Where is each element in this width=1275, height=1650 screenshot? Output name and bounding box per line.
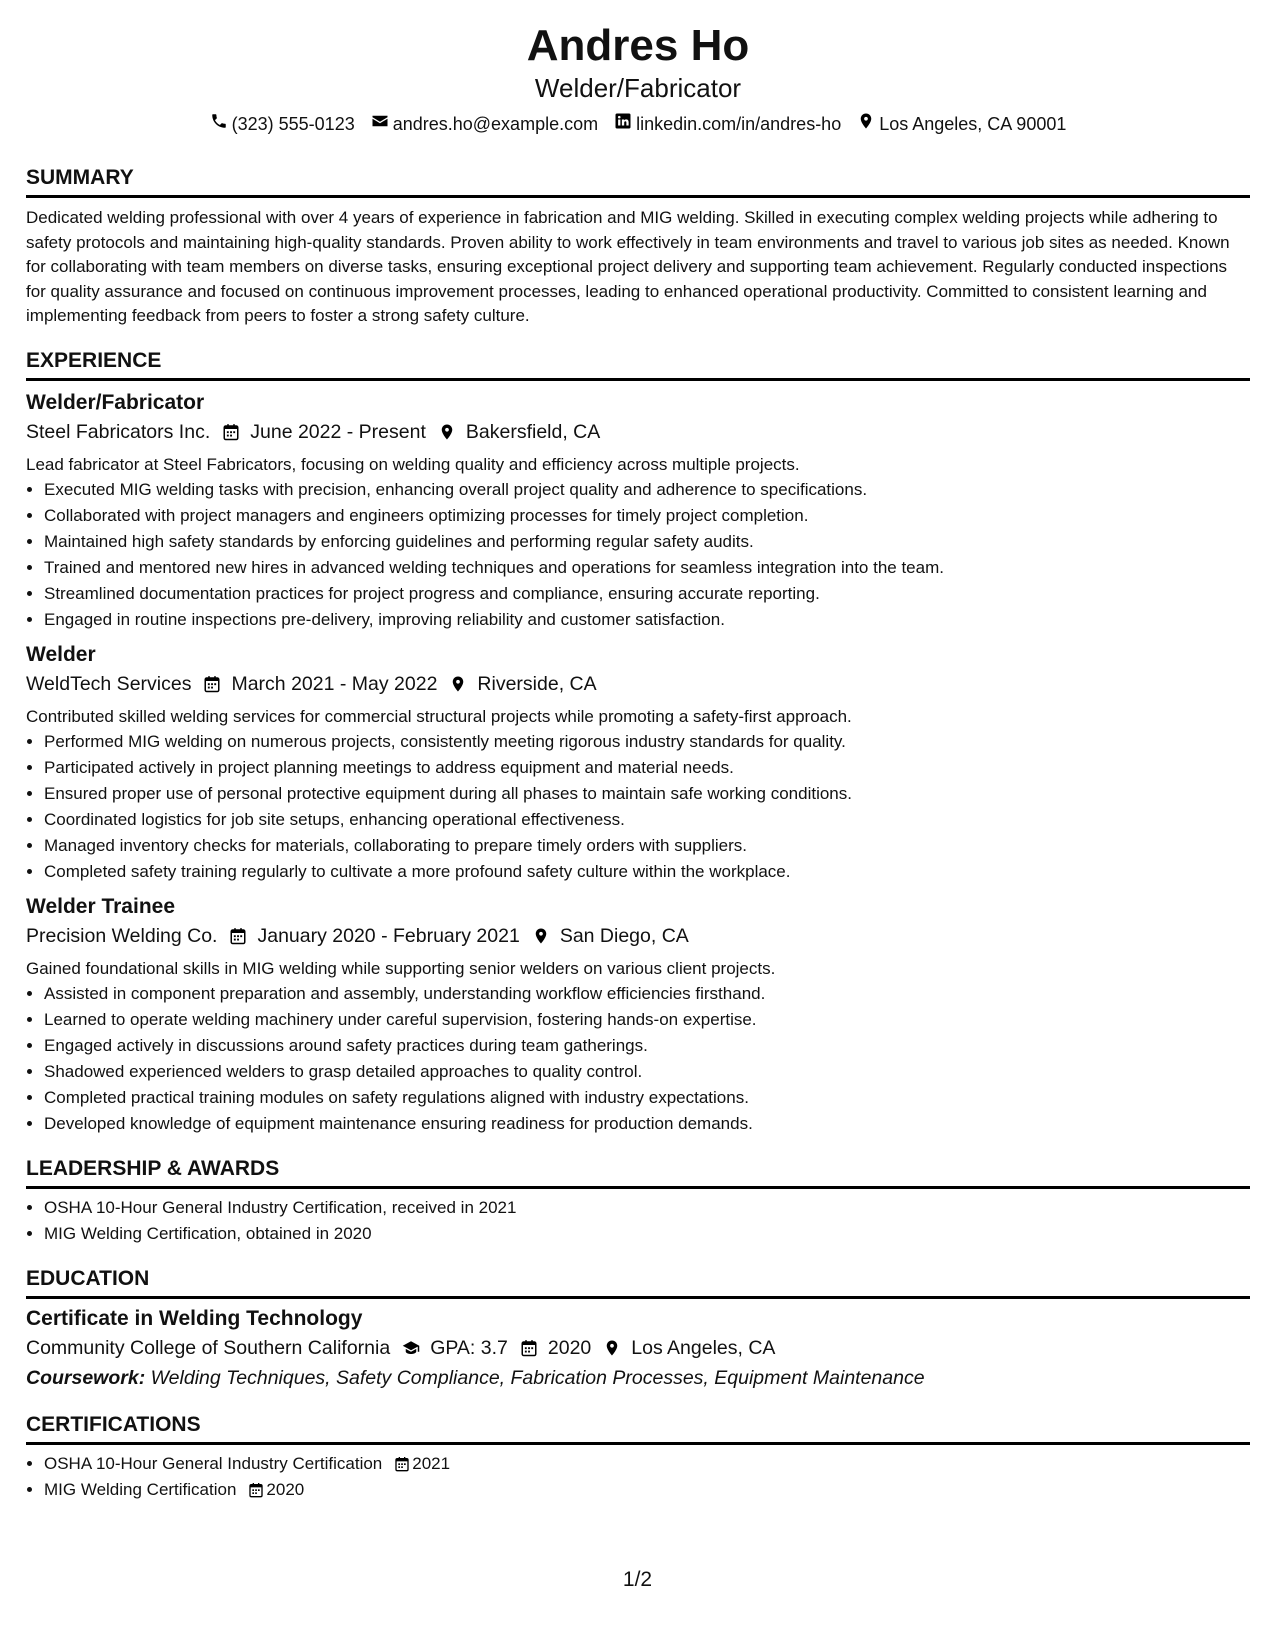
list-item: • Assisted in component preparation and assembly, understanding workflow efficiencies firsthand. bbox=[44, 981, 1250, 1007]
job-bullets bbox=[26, 981, 1250, 1137]
list-item: • Engaged actively in discussions around safety practices during team gatherings. bbox=[44, 1033, 1250, 1059]
list-item bbox=[44, 1451, 1250, 1477]
certification-year: 2021 bbox=[412, 1453, 451, 1473]
map-pin-icon bbox=[438, 423, 456, 441]
contact-email[interactable] bbox=[371, 112, 598, 136]
contact-email-text: andres.ho@example.com bbox=[392, 114, 599, 134]
job-description: Lead fabricator at Steel Fabricators, focusing on welding quality and efficiency across multiple projects. bbox=[26, 454, 800, 474]
education-coursework bbox=[26, 1363, 1250, 1393]
calendar-icon bbox=[520, 1339, 538, 1357]
list-item: • Maintained high safety standards by enforcing guidelines and performing regular safety audits. bbox=[44, 529, 1250, 555]
job-dates: June 2022 - Present bbox=[250, 420, 426, 443]
certifications-section bbox=[26, 1409, 1250, 1503]
job-dates: January 2020 - February 2021 bbox=[257, 924, 520, 947]
contact-bar bbox=[26, 112, 1250, 136]
job-title: Welder Trainee bbox=[26, 894, 176, 918]
list-item: • MIG Welding Certification, obtained in 2020 bbox=[44, 1221, 1250, 1247]
job-title: Welder/Fabricator bbox=[26, 390, 205, 414]
contact-location bbox=[857, 112, 1066, 136]
phone-icon bbox=[210, 112, 228, 136]
graduation-cap-icon bbox=[402, 1339, 420, 1357]
list-item: • Shadowed experienced welders to grasp detailed approaches to quality control. bbox=[44, 1059, 1250, 1085]
list-item: • Trained and mentored new hires in advanced welding techniques and operations for seamless integration into the team. bbox=[44, 555, 1250, 581]
education-meta bbox=[26, 1333, 1250, 1363]
education-section bbox=[26, 1263, 1250, 1393]
job-meta bbox=[26, 921, 1250, 951]
job-meta bbox=[26, 669, 1250, 699]
list-item: • Managed inventory checks for materials, collaborating to prepare timely orders with suppliers. bbox=[44, 833, 1250, 859]
summary-text: Dedicated welding professional with over 4 years of experience in fabrication and MIG welding. Skilled in executing complex welding projects while adhering to safety protocols and maintaining high-quality standards. Proven ability to work effectively in team environments and travel to various job sites as needed. Known for collaborating with team members on diverse tasks, ensuring exceptional project delivery and supporting team achievement. Regularly conducted inspections for quality assurance and focused on continuous improvement processes, leading to enhanced operational productivity. Committed to consistent learning and implementing feedback from peers to foster a strong safety culture. bbox=[26, 208, 1230, 325]
job-company: Precision Welding Co. bbox=[26, 924, 218, 947]
calendar-icon bbox=[203, 675, 221, 693]
job-dates: March 2021 - May 2022 bbox=[231, 672, 438, 695]
education-year: 2020 bbox=[547, 1336, 592, 1359]
calendar-icon bbox=[222, 423, 240, 441]
leadership-heading: LEADERSHIP & AWARDS bbox=[26, 1156, 280, 1180]
map-pin-icon bbox=[857, 112, 875, 136]
list-item: • Coordinated logistics for job site setups, enhancing operational effectiveness. bbox=[44, 807, 1250, 833]
coursework-text: Welding Techniques, Safety Compliance, Fabrication Processes, Equipment Maintenance bbox=[150, 1366, 925, 1389]
contact-phone-text: (323) 555-0123 bbox=[231, 114, 355, 134]
education-degree: Certificate in Welding Technology bbox=[26, 1306, 363, 1330]
candidate-title: Welder/Fabricator bbox=[534, 73, 742, 103]
linkedin-icon bbox=[614, 112, 632, 136]
education-heading: EDUCATION bbox=[26, 1266, 150, 1290]
experience-heading: EXPERIENCE bbox=[26, 348, 162, 372]
certification-year: 2020 bbox=[266, 1479, 305, 1499]
coursework-label: Coursework: bbox=[26, 1366, 146, 1389]
list-item: • Collaborated with project managers and engineers optimizing processes for timely project completion. bbox=[44, 503, 1250, 529]
job-company: WeldTech Services bbox=[26, 672, 192, 695]
calendar-icon bbox=[248, 1482, 264, 1498]
job-company: Steel Fabricators Inc. bbox=[26, 420, 211, 443]
list-item: • Executed MIG welding tasks with precision, enhancing overall project quality and adherence to specifications. bbox=[44, 477, 1250, 503]
section-divider bbox=[26, 1296, 1250, 1299]
candidate-name: Andres Ho bbox=[526, 21, 750, 70]
contact-linkedin[interactable] bbox=[614, 112, 841, 136]
education-gpa: GPA: 3.7 bbox=[430, 1336, 508, 1359]
contact-phone bbox=[210, 112, 355, 136]
contact-location-text: Los Angeles, CA 90001 bbox=[879, 114, 1067, 134]
list-item bbox=[44, 1477, 1250, 1503]
job-bullets bbox=[26, 729, 1250, 885]
job-meta bbox=[26, 417, 1250, 447]
certification-name: • MIG Welding Certification bbox=[44, 1479, 237, 1499]
job-description: Gained foundational skills in MIG welding while supporting senior welders on various client projects. bbox=[26, 958, 776, 978]
section-divider bbox=[26, 378, 1250, 381]
job-location: Bakersfield, CA bbox=[465, 420, 601, 443]
list-item: • Participated actively in project planning meetings to address equipment and material needs. bbox=[44, 755, 1250, 781]
list-item: • Engaged in routine inspections pre-delivery, improving reliability and customer satisfaction. bbox=[44, 607, 1250, 633]
job-title: Welder bbox=[26, 642, 96, 666]
list-item: • OSHA 10-Hour General Industry Certification, received in 2021 bbox=[44, 1195, 1250, 1221]
summary-heading: SUMMARY bbox=[26, 166, 134, 189]
experience-section bbox=[26, 345, 1250, 1137]
page-number: 1/2 bbox=[622, 1568, 653, 1591]
calendar-icon bbox=[229, 927, 247, 945]
certifications-list bbox=[26, 1451, 1250, 1503]
map-pin-icon bbox=[603, 1339, 621, 1357]
certification-name: • OSHA 10-Hour General Industry Certification bbox=[44, 1453, 383, 1473]
job-entry bbox=[26, 641, 1250, 885]
list-item: • Ensured proper use of personal protective equipment during all phases to maintain safe working conditions. bbox=[44, 781, 1250, 807]
job-entry bbox=[26, 893, 1250, 1137]
list-item: • Completed safety training regularly to cultivate a more profound safety culture within the workplace. bbox=[44, 859, 1250, 885]
section-divider bbox=[26, 1186, 1250, 1189]
list-item: • Streamlined documentation practices for project progress and compliance, ensuring accurate reporting. bbox=[44, 581, 1250, 607]
job-location: San Diego, CA bbox=[559, 924, 689, 947]
leadership-list bbox=[26, 1195, 1250, 1247]
section-divider bbox=[26, 1442, 1250, 1445]
leadership-section bbox=[26, 1153, 1250, 1247]
map-pin-icon bbox=[532, 927, 550, 945]
summary-section bbox=[26, 162, 1250, 329]
resume-page bbox=[26, 20, 1250, 1503]
job-location: Riverside, CA bbox=[477, 672, 597, 695]
list-item: • Developed knowledge of equipment maintenance ensuring readiness for production demands. bbox=[44, 1111, 1250, 1137]
certifications-heading: CERTIFICATIONS bbox=[26, 1412, 201, 1436]
job-description: Contributed skilled welding services for commercial structural projects while promoting a safety-first approach. bbox=[26, 706, 852, 726]
list-item: • Completed practical training modules on safety regulations aligned with industry expectations. bbox=[44, 1085, 1250, 1111]
education-location: Los Angeles, CA bbox=[631, 1336, 776, 1359]
list-item: • Learned to operate welding machinery under careful supervision, fostering hands-on expertise. bbox=[44, 1007, 1250, 1033]
education-school: Community College of Southern California bbox=[26, 1336, 391, 1359]
calendar-icon bbox=[394, 1456, 410, 1472]
map-pin-icon bbox=[449, 675, 467, 693]
contact-linkedin-text: linkedin.com/in/andres-ho bbox=[636, 114, 842, 134]
envelope-icon bbox=[371, 112, 389, 136]
job-bullets bbox=[26, 477, 1250, 633]
section-divider bbox=[26, 195, 1250, 198]
job-entry bbox=[26, 389, 1250, 633]
list-item: • Performed MIG welding on numerous projects, consistently meeting rigorous industry standards for quality. bbox=[44, 729, 1250, 755]
